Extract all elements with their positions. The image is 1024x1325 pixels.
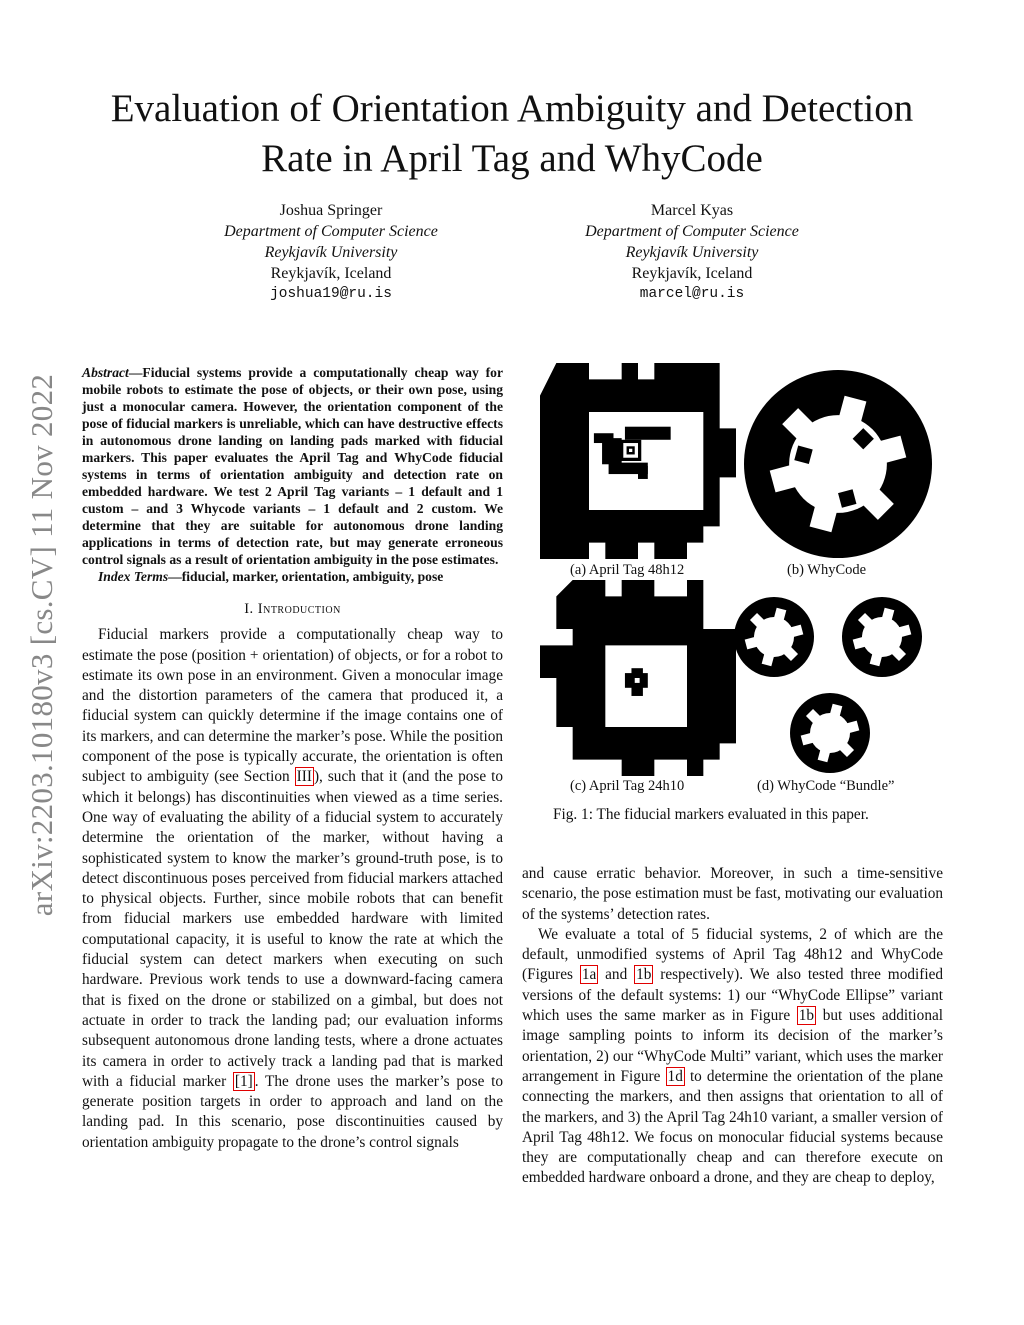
author-city: Reykjavík, Iceland [631,265,753,282]
author-email[interactable]: marcel@ru.is [639,286,745,302]
author-name: Joshua Springer [279,202,383,219]
left-column [82,364,503,1153]
ref-figure-1d[interactable]: 1d [667,1067,683,1085]
author-university: Reykjavík University [625,244,759,261]
intro-text: We evaluate a total of 5 fiducial systems, 2 of which are the default, unmodified systems of April Tag 48h12 and WhyCode (Figures [522,925,943,984]
figure-caption: Fig. 1: The fiducial markers evaluated in this paper. [553,806,869,823]
intro-text: to determine the orientation of the plane connecting the markers, and then assigns that orientation to all of the markers, and 3) the April Tag 24h10 variant, a smaller version of April Tag 48h12. We focus on monocular fiducial systems because they are computationally cheap and can therefore execute on embedded hardware onboard a drone, and they are cheap to deploy, [522,1067,944,1187]
whycode-bundle-bottom [790,693,870,773]
section-heading-introduction: I. Introduction [244,601,341,617]
author-city: Reykjavík, Iceland [270,265,392,282]
april-tag-24h10-marker [540,580,736,776]
subcaption-c: (c) April Tag 24h10 [570,778,685,794]
paper-title [60,84,964,184]
author-block-2 [527,200,857,305]
ref-figure-1b[interactable]: 1b [636,966,652,984]
ref-figure-1a[interactable]: 1a [581,966,597,984]
abstract-label: Abstract [82,365,129,380]
intro-text: respectively). We also tested three modified versions of the default systems: 1) our “WhyCode Ellipse” variant which uses the same marker as in Figure [522,966,944,1025]
ref-citation-1[interactable]: [1] [234,1072,253,1090]
right-column [522,864,943,1189]
intro-paragraph-1 [82,625,503,1153]
subcaption-d: (d) WhyCode “Bundle” [757,778,895,794]
whycode-marker [744,370,932,558]
intro-text: Fiducial markers provide a computationally cheap way to estimate the pose (position + orientation) of objects, or for a robot to estimate its own pose in an environment. Given a monocular image and the distortion parameters of the camera that produced it, a fiducial system can quickly determine if the image contains one of its markers, and can determine the marker’s pose. While the position component of the pose is typically accurate, the orientation is often subject to ambiguity (see Section [82,626,503,786]
author-university: Reykjavík University [264,244,398,261]
whycode-bundle-marker [732,595,940,775]
author-department: Department of Computer Science [224,223,438,240]
subcaption-b: (b) WhyCode [787,562,867,578]
arxiv-identifier: arXiv:2203.10180v3 [cs.CV] 11 Nov 2022 [24,373,59,917]
intro-text: . The drone uses the marker’s pose to generate position targets in order to approach and land on the landing pad. In this scenario, pose discontinuities caused by orientation ambiguity propagate to the drone’s control signals [82,1072,504,1151]
index-terms-text: —fiducial, marker, orientation, ambiguity, pose [168,569,444,584]
abstract [82,364,503,568]
ref-section-iii[interactable]: III [296,768,312,786]
subcaption-a: (a) April Tag 48h12 [570,562,685,578]
april-tag-48h12-marker [540,363,736,559]
index-terms-label: Index Terms [98,569,169,584]
intro-text: ), such that it (and the pose to which it belongs) has discontinuities when viewed as a time series. One way of evaluating the ability of a fiducial system to accurately determine the orientation of the marker, without having a sophisticated system to know the marker’s ground-truth pose, is to detect discontinuous poses perceived from fiducial markers attached to physical objects. Further, since mobile robots that can benefit from fiducial markers use embedded hardware with limited computational capacity, it is useful to know the rate at which the fiducial system can detect markers when executing on such hardware. Previous work tends to use a downward-facing camera that is fixed on the drone or stabilized on a gimbal, but does not actuate in order to track the landing pad; our evaluation informs subsequent autonomous drone landing tests, where a drone actuates its camera in order to actively track a landing pad that is marked with a fiducial marker [82,768,503,1090]
arxiv-sidebar [16,345,68,945]
index-terms [82,568,503,585]
whycode-bundle-top-left [734,597,814,677]
author-block-1 [166,200,496,305]
intro-paragraph-2 [522,925,943,1189]
intro-text: but uses additional image sampling points to inform its decision of the marker’s orientation, 2) our “WhyCode Multi” variant, which uses the marker arrangement in Figure [522,1007,944,1085]
intro-paragraph-1-continued: and cause erratic behavior. Moreover, in such a time-sensitive scenario, the pose estimation must be fast, motivating our evaluation of the systems’ detection rates. [522,865,943,923]
figure-1 [520,355,944,835]
author-department: Department of Computer Science [585,223,799,240]
author-email[interactable]: joshua19@ru.is [270,286,392,302]
title-line-2: Rate in April Tag and WhyCode [261,137,763,180]
whycode-bundle-top-right [842,597,922,677]
ref-figure-1b-second[interactable]: 1b [798,1007,815,1025]
intro-text: and [605,966,628,984]
author-name: Marcel Kyas [650,202,734,219]
abstract-text: —Fiducial systems provide a computationally cheap way for mobile robots to estimate the pose of objects, or their own pose, using just a monocular camera. However, the orientation component of the pose of fiducial markers is unreliable, which can have destructive effects in autonomous drone landing on landing pads marked with fiducial markers. This paper evaluates the April Tag and WhyCode fiducial systems in terms of orientation ambiguity and detection rate on embedded hardware. We test 2 April Tag variants – 1 default and 1 custom – and 3 Whycode variants – 1 default and 2 custom. We determine that they are suitable for autonomous drone landing applications in terms of detection rate, but may generate erroneous control signals as a result of orientation ambiguity in the pose estimates. [82,365,503,567]
title-line-1: Evaluation of Orientation Ambiguity and Detection [110,87,914,130]
